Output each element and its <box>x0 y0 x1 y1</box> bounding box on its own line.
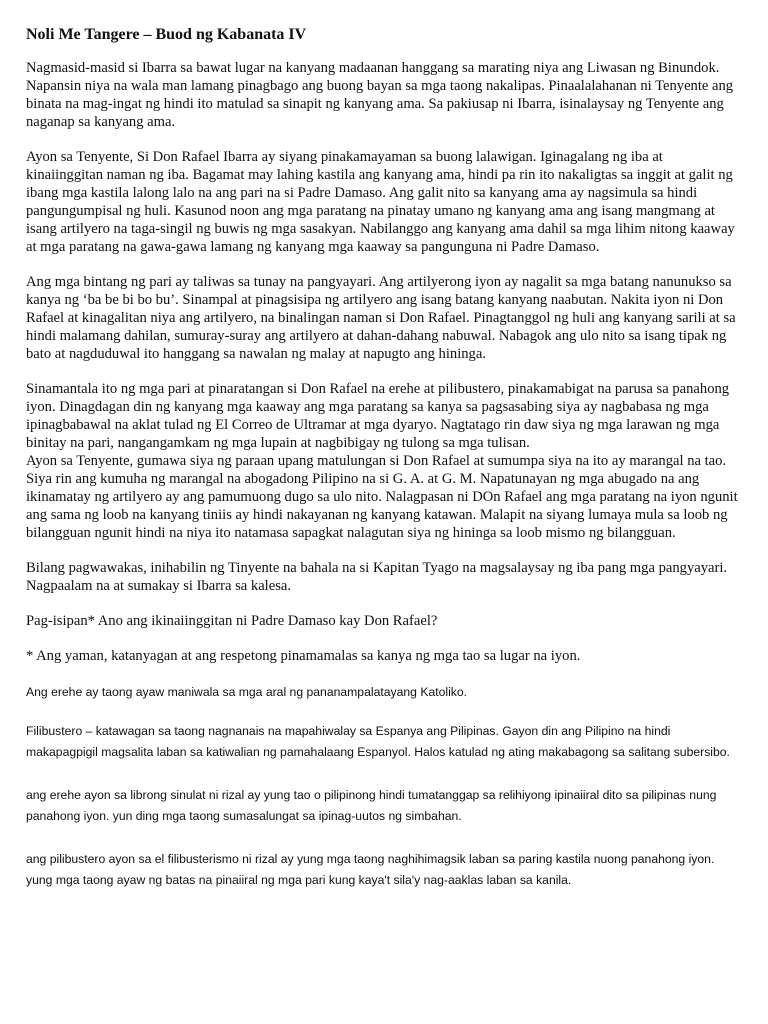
note-erehe-rizal: ang erehe ayon sa librong sinulat ni rizal ay yung tao o pilipinong hindi tumatanggap sa relihiyong ipinaiiral dito sa pilipinas nung panahong iyon. yun ding mga taong sumasalungat sa ipinag-uutos ng simbahan. <box>26 788 717 823</box>
paragraph-don-rafael: Ayon sa Tenyente, Si Don Rafael Ibarra ay siyang pinakamayaman sa buong lalawigan. Iginagalang ng iba at kinaiinggitan naman ng iba. Bagamat may lahing kastila ang kanyang ama, hindi pa rin ito nakaligtas sa inggit at galit ng ibang mga kastila lalong lalo na ang pari na si Padre Damaso. Ang galit nito sa kanyang ama ay nagsimula sa hindi pangungumpisal ng huli. Kasunod noon ang mga paratang na pinatay umano ng kanyang ama ang isang mangmang at isang artilyero na taga-singil ng buwis ng mga sasakyan. Nabilanggo ang kanyang ama dahil sa mga lihim nitong kaaway at mga paratang na gawa-gawa lamang ng kanyang mga kaaway sa pangunguna ni Padre Damaso. <box>26 149 735 255</box>
note-filibustero: Filibustero – katawagan sa taong nagnanais na mapahiwalay sa Espanya ang Pilipinas. Gayon din ang Pilipino na hindi makapagpigil magsalita laban sa katiwalian ng pamahalaang Espanyol. Halos katulad ng ating makabagong sa salitang subersibo. <box>26 724 730 759</box>
paragraph-tenyente: Ayon sa Tenyente, gumawa siya ng paraan upang matulungan si Don Rafael at sumumpa siya na ito ay marangal na tao. Siya rin ang kumuha ng marangal na abogadong Pilipino na si G. A. at G. M. Napatunayan ng mga abugado na ang ikinamatay ng artilyero ay ang pamumuong dugo sa ulo nito. Nalagpasan ni DOn Rafael ang mga paratang na iyon ngunit ang sama ng loob na kanyang tiniis ay hindi nakayanan ng kanyang katawan. Malapit na siyang lumaya mula sa loob ng bilangguan ngunit hindi na niya ito natamasa sapagkat nalagutan siya ng hininga sa loob mismo ng bilangguan. <box>26 453 738 541</box>
paragraph-intro: Nagmasid-masid si Ibarra sa bawat lugar na kanyang madaanan hanggang sa marating niya ang Liwasan ng Binundok. Napansin niya na wala man lamang pinagbago ang buong bayan sa mga taong nakalipas. Pinaalalahanan ni Tenyente ang binata na mag-ingat ng hindi ito matulad sa sinapit ng kanyang ama. Sa pakiusap ni Ibarra, isinalaysay ng Tenyente ang naganap sa kanyang ama. <box>26 60 734 130</box>
answer-text: * Ang yaman, katanyagan at ang respetong pinamamalas sa kanya ng mga tao sa lugar na iyon. <box>26 648 581 664</box>
note-pilibustero-rizal: ang pilibustero ayon sa el filibusterismo ni rizal ay yung mga taong naghihimagsik laban sa paring kastila nuong panahong iyon. yung mga taong ayaw ng batas na pinaiiral ng mga pari kung kaya't sila'y nag-aaklas laban sa kanila. <box>26 852 715 887</box>
document-title: Noli Me Tangere – Buod ng Kabanata IV <box>26 26 307 43</box>
question-text: Pag-isipan* Ano ang ikinaiinggitan ni Padre Damaso kay Don Rafael? <box>26 613 438 629</box>
paragraph-paratang: Sinamantala ito ng mga pari at pinaratangan si Don Rafael na erehe at pilibustero, pinakamabigat na parusa sa panahong iyon. Dinagdagan din ng kanyang mga kaaway ang mga paratang sa kanya sa pagsasabing siya ay nagbabasa ng mga ipinagbabawal na aklat tulad ng El Correo de Ultramar at mga dyaryo. Nagtatago rin daw siya ng mga larawan ng mga binitay na pari, nangangamkam ng mga lupain at nagbibigay ng tulong sa mga tulisan. <box>26 381 730 451</box>
paragraph-pagwawakas: Bilang pagwawakas, inihabilin ng Tinyente na bahala na si Kapitan Tyago na magsalaysay ng iba pang mga pangyayari. Nagpaalam na at sumakay si Ibarra sa kalesa. <box>26 560 728 594</box>
note-erehe: Ang erehe ay taong ayaw maniwala sa mga aral ng pananampalatayang Katoliko. <box>26 685 468 699</box>
paragraph-artilyero: Ang mga bintang ng pari ay taliwas sa tunay na pangyayari. Ang artilyerong iyon ay nagalit sa mga batang nanunukso sa kanya ng ‘ba be bi bo bu’. Sinampal at pinagsisipa ng artilyero ang isang batang kanyang naabutan. Nakita iyon ni Don Rafael at kinagalitan niya ang artilyero, na binalingan naman si Don Rafael. Pinagtanggol ng huli ang kanyang sarili at sa hindi malamang dahilan, sumuray-suray ang artilyero at dahan-dahang nabuwal. Nabagok ang ulo nito sa isang tipak ng bato at nagduduwal ito hanggang sa nawalan ng malay at napugto ang hininga. <box>26 274 736 362</box>
